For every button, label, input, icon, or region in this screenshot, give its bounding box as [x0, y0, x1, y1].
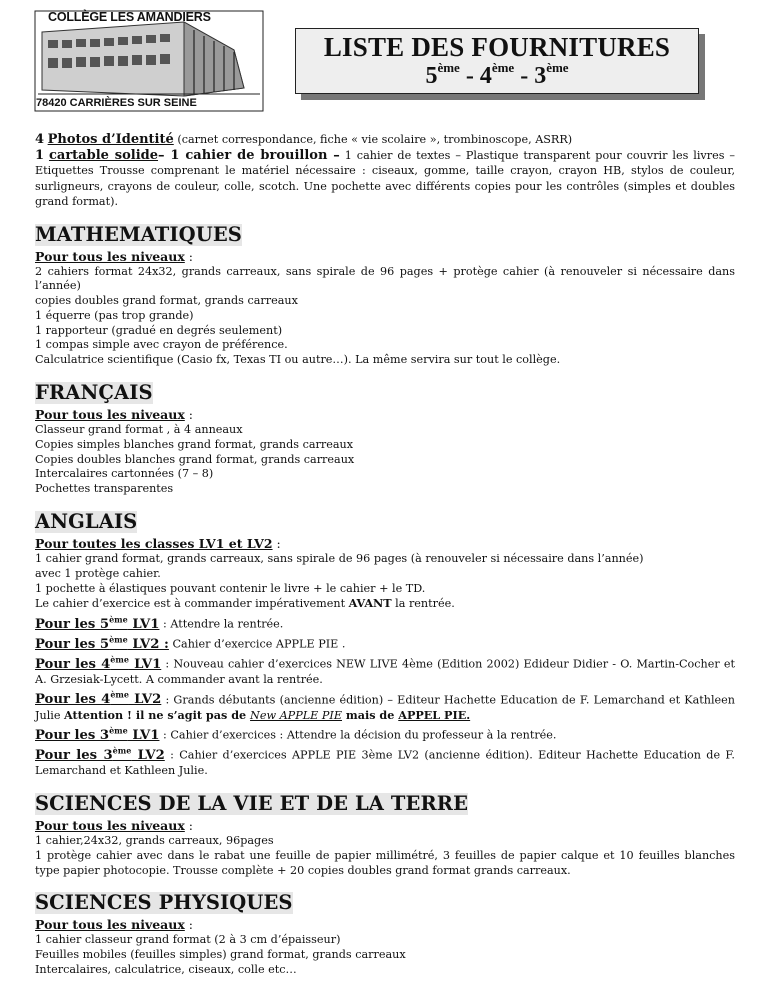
photos-line	[35, 132, 735, 148]
level-lv: LV1	[127, 616, 160, 632]
level-sup: ème	[109, 614, 128, 625]
list-item: 1 cahier classeur grand format (2 à 3 cm d’épaisseur)	[35, 933, 341, 947]
list-item: avec 1 protège cahier.	[35, 566, 161, 580]
list-item: 1 rapporteur (gradué en degrés seulement)	[35, 323, 283, 337]
list-item: Copies simples blanches grand format, grands carreaux	[35, 437, 354, 451]
order-line-c: la rentrée.	[391, 597, 455, 611]
level-pre: Pour les 3	[35, 747, 113, 763]
level-text: Cahier d’exercice APPLE PIE .	[168, 637, 346, 651]
section-subtitle: Pour tous les niveaux	[35, 817, 185, 833]
level-text: : Grands débutants (ancienne édition) – Editeur Hachette Education de F. Lemarchand et Kathleen Julie	[35, 693, 735, 722]
level-item	[35, 723, 735, 743]
photos-count: 4	[35, 132, 45, 147]
section-math: MATHEMATIQUES Pour tous les niveaux : 2 cahiers format 24x32, grands carreaux, sans spirale de 96 pages + protège cahier (à renouveler si nécessaire dans l’année) copies doubles grand format, grands carreaux 1 équerre (pas trop grande) 1 rapporteur (gradué en degrés seulement) 1 compas simple avec crayon de préférence. Calculatrice scientifique (Casio fx, Texas TI ou autre…). La même servira sur tout le collège.	[35, 222, 735, 367]
section-subtitle: Pour tous les niveaux	[35, 407, 185, 423]
level-3: 3	[534, 63, 547, 89]
order-line-b: AVANT	[348, 596, 392, 611]
level-pre: Pour les 4	[35, 656, 111, 672]
attention-b: New APPLE PIE	[250, 708, 342, 722]
title-box	[295, 28, 699, 94]
list-item: Copies doubles blanches grand format, grands carreaux	[35, 452, 355, 466]
level-lv: LV2	[131, 747, 165, 763]
general-supplies	[35, 148, 735, 210]
level-lv: LV1	[127, 727, 160, 743]
page-levels	[296, 60, 698, 90]
main-content	[35, 132, 735, 978]
list-item: Feuilles mobiles (feuilles simples) grand format, grands carreaux	[35, 948, 406, 962]
list-item: 1 cahier,24x32, grands carreaux, 96pages	[35, 833, 274, 847]
attention-d: APPEL PIE.	[398, 707, 471, 722]
level-5: 5	[425, 63, 438, 89]
item-list	[35, 834, 735, 878]
school-city: 78420 CARRIÈRES SUR SEINE	[36, 97, 197, 109]
attention-c: mais de	[342, 707, 399, 722]
cartable-label: cartable solide	[48, 147, 159, 163]
level-pre: Pour les 5	[35, 616, 110, 632]
level-pre: Pour les 4	[35, 692, 111, 708]
attention-a: Attention ! il ne s’agit pas de	[64, 707, 251, 722]
school-name: COLLÈGE LES AMANDIERS	[48, 10, 211, 24]
level-sup: ème	[109, 725, 128, 736]
section-title: SCIENCES PHYSIQUES	[35, 891, 293, 915]
level-item	[35, 688, 735, 724]
level-lv: LV1	[128, 656, 162, 672]
cartable-after: – 1 cahier de brouillon –	[158, 147, 340, 163]
item-list	[35, 933, 735, 977]
general-supplies-text: 1 cahier de textes – Plastique transparent pour couvrir les livres – Etiquettes Trousse comprenant le matériel nécessaire : ciseaux, gomme, taille crayon, crayon HB, stylos de couleur, surligneurs, crayons de couleur, colle, scotch. Une pochette avec différents copies pour les contrôles (simples et doubles grand format).	[35, 148, 735, 208]
list-item: 1 protège cahier avec dans le rabat une feuille de papier millimétré, 3 feuilles de papier calque et 10 feuilles blanches type papier photocopie. Trousse complète + 20 copies doubles grand format grands carreaux.	[35, 848, 735, 877]
item-list	[35, 423, 735, 497]
photos-label: Photos d’Identité	[47, 132, 174, 147]
level-5-sup: ème	[437, 60, 460, 75]
level-pre: Pour les 5	[35, 636, 110, 652]
level-sep: -	[459, 63, 480, 89]
item-list	[35, 552, 735, 612]
section-subtitle: Pour toutes les classes LV1 et LV2	[35, 536, 273, 552]
list-item	[35, 596, 735, 612]
list-item: Pochettes transparentes	[35, 482, 174, 496]
section-subtitle: Pour tous les niveaux	[35, 248, 185, 264]
level-4-sup: ème	[491, 60, 515, 75]
section-title: MATHEMATIQUES	[35, 222, 242, 246]
level-sep: -	[514, 63, 535, 89]
section-francais: FRANÇAIS Pour tous les niveaux : Classeur grand format , à 4 anneaux Copies simples blanches grand format, grands carreaux Copies doubles blanches grand format, grands carreaux Intercalaires cartonnées (7 – 8) Pochettes transparentes	[35, 382, 735, 497]
list-item: Intercalaires cartonnées (7 – 8)	[35, 467, 214, 481]
level-item	[35, 743, 735, 779]
list-item: copies doubles grand format, grands carreaux	[35, 294, 298, 308]
level-item	[35, 612, 735, 632]
section-title: FRANÇAIS	[35, 381, 153, 405]
level-text: : Attendre la rentrée.	[159, 617, 284, 631]
list-item: Calculatrice scientifique (Casio fx, Texas TI ou autre…). La même servira sur tout le collège.	[35, 353, 561, 367]
section-title: ANGLAIS	[35, 510, 138, 534]
item-list	[35, 265, 735, 369]
level-sup: ème	[110, 654, 129, 665]
level-lv: LV2	[128, 692, 162, 708]
list-item: 1 pochette à élastiques pouvant contenir le livre + le cahier + le TD.	[35, 581, 426, 595]
level-tail: :	[159, 636, 169, 652]
level-pre: Pour les 3	[35, 727, 110, 743]
page-title: LISTE DES FOURNITURES	[323, 32, 671, 62]
level-text: : Cahier d’exercices : Attendre la décision du professeur à la rentrée.	[159, 728, 557, 742]
section-svt: SCIENCES DE LA VIE ET DE LA TERRE Pour tous les niveaux : 1 cahier,24x32, grands carreaux, 96pages 1 protège cahier avec dans le rabat une feuille de papier millimétré, 3 feuilles de papier calque et 10 feuilles blanches type papier photocopie. Trousse complète + 20 copies doubles grand format grands carreaux.	[35, 791, 735, 877]
list-item: Intercalaires, calculatrice, ciseaux, colle etc…	[35, 962, 297, 976]
level-item	[35, 652, 735, 688]
list-item: Classeur grand format , à 4 anneaux	[35, 423, 243, 437]
level-sup: ème	[110, 689, 129, 700]
level-3-sup: ème	[546, 60, 569, 75]
level-sup: ème	[112, 745, 132, 756]
level-text: : Nouveau cahier d’exercices NEW LIVE 4ème (Edition 2002) Edideur Didier - O. Martin-Cocher et A. Grzesiak-Lycett. A commander avant la rentrée.	[35, 657, 735, 687]
level-item	[35, 632, 735, 652]
level-text: : Cahier d’exercices APPLE PIE 3ème LV2 (ancienne édition). Editeur Hachette Education de F. Lemarchand et Kathleen Julie.	[35, 748, 735, 778]
level-sup: ème	[109, 634, 128, 645]
list-item: 1 compas simple avec crayon de préférence.	[35, 338, 288, 352]
school-logo	[34, 10, 264, 112]
intro-block	[35, 132, 735, 210]
section-anglais: ANGLAIS Pour toutes les classes LV1 et LV2 : 1 cahier grand format, grands carreaux, sans spirale de 96 pages (à renouveler si nécessaire dans l’année) avec 1 protège cahier. 1 pochette à élastiques pouvant contenir le livre + le cahier + le TD. Le cahier d’exercice est à commander impérativement AVANT la rentrée. Pour les 5ème LV1 : Attendre la rentrée. Pour les 5ème LV2 : Cahier d’exercice APPLE PIE . Pour les 4ème LV1 : Nouveau cahier d’exercices NEW LIVE 4ème (Edition 2002) Edideur Didier - O. Martin-Cocher et A. Grzesiak-Lycett. A commander avant la rentrée. Pour les 4ème LV2 : Grands débutants (ancienne édition) – Editeur Hachette Education de F. Lemarchand et Kathleen Julie Attention ! il ne s’agit pas de New APPLE PIE mais de APPEL PIE. Pour les 3ème LV1 : Cahier d’exercices : Attendre la décision du professeur à la rentrée. Pour les 3ème LV2 : Cahier d’exercices APPLE PIE 3ème LV2 (ancienne édition). Editeur Hachette Education de F. Lemarchand et Kathleen Julie.	[35, 510, 735, 778]
cartable-prefix: 1	[35, 147, 45, 163]
list-item: 1 équerre (pas trop grande)	[35, 308, 194, 322]
photos-detail: (carnet correspondance, fiche « vie scolaire », trombinoscope, ASRR)	[177, 133, 573, 146]
section-physique: SCIENCES PHYSIQUES Pour tous les niveaux : 1 cahier classeur grand format (2 à 3 cm d’épaisseur) Feuilles mobiles (feuilles simples) grand format, grands carreaux Intercalaires, calculatrice, ciseaux, colle etc…	[35, 892, 735, 977]
section-subtitle: Pour tous les niveaux	[35, 917, 185, 933]
section-title: SCIENCES DE LA VIE ET DE LA TERRE	[35, 791, 469, 815]
order-line-a: Le cahier d’exercice est à commander impérativement	[35, 597, 349, 611]
level-lv: LV2	[127, 636, 160, 652]
list-item: 2 cahiers format 24x32, grands carreaux, sans spirale de 96 pages + protège cahier (à renouveler si nécessaire dans l’année)	[35, 264, 735, 293]
list-item: 1 cahier grand format, grands carreaux, sans spirale de 96 pages (à renouveler si nécessaire dans l’année)	[35, 552, 644, 566]
level-4: 4	[479, 63, 492, 89]
